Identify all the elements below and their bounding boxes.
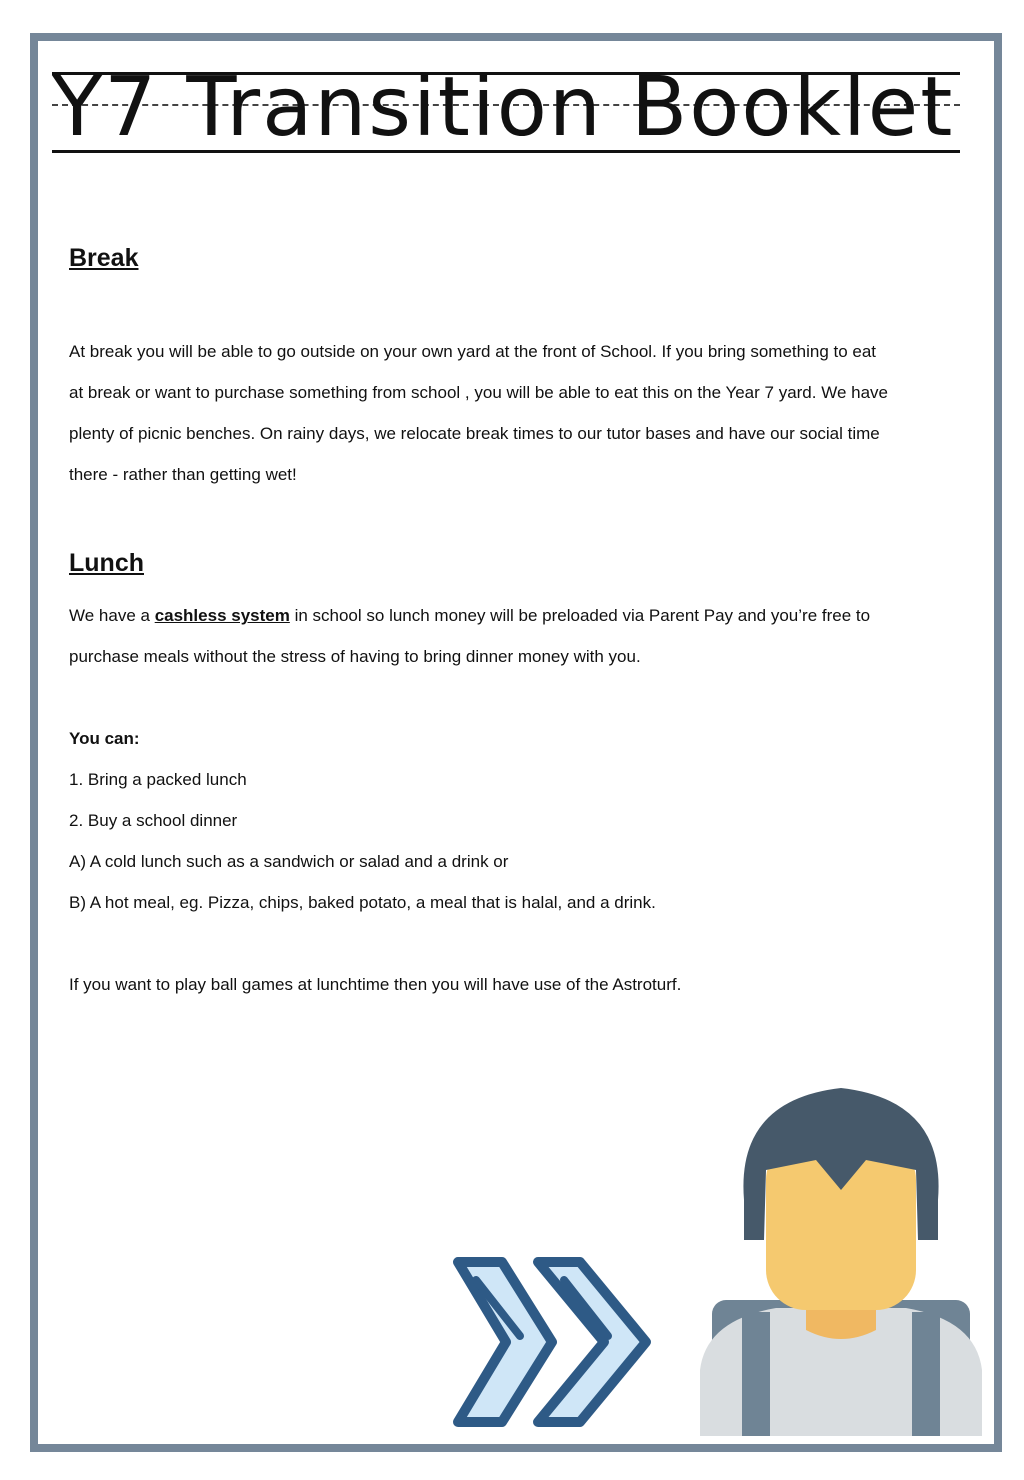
break-heading: Break (69, 244, 139, 272)
lunch-heading: Lunch (69, 549, 144, 577)
option-school-dinner: 2. Buy a school dinner (69, 811, 238, 830)
double-chevron-right-icon (440, 1250, 660, 1430)
break-line-1: At break you will be able to go outside on your own yard at the front of School. If you bring something to eat (69, 342, 877, 361)
booklet-title-banner (52, 60, 960, 158)
booklet-title: Y7 Transition Booklet (52, 60, 955, 155)
lunch-intro-suffix: in school so lunch money will be preloaded via Parent Pay and you’re free to (289, 606, 871, 625)
break-line-2: at break or want to purchase something from school , you will be able to eat this on the Year 7 yard. We have (69, 383, 888, 402)
cashless-system-link: cashless system (154, 606, 290, 625)
break-line-4: there - rather than getting wet! (69, 465, 297, 484)
option-cold-lunch: A) A cold lunch such as a sandwich or salad and a drink or (69, 852, 509, 871)
option-hot-meal: B) A hot meal, eg. Pizza, chips, baked potato, a meal that is halal, and a drink. (69, 893, 656, 912)
break-line-3: plenty of picnic benches. On rainy days, we relocate break times to our tutor bases and have our social time (69, 424, 880, 443)
astroturf-note: If you want to play ball games at lunchtime then you will have use of the Astroturf. (69, 975, 682, 994)
student-avatar-icon (696, 1080, 986, 1436)
lunch-intro-prefix: We have a (69, 606, 155, 625)
you-can-label: You can: (69, 729, 140, 748)
option-packed-lunch: 1. Bring a packed lunch (69, 770, 247, 789)
lunch-intro-line-2: purchase meals without the stress of having to bring dinner money with you. (69, 647, 641, 666)
lunch-intro-line-1 (69, 595, 949, 636)
